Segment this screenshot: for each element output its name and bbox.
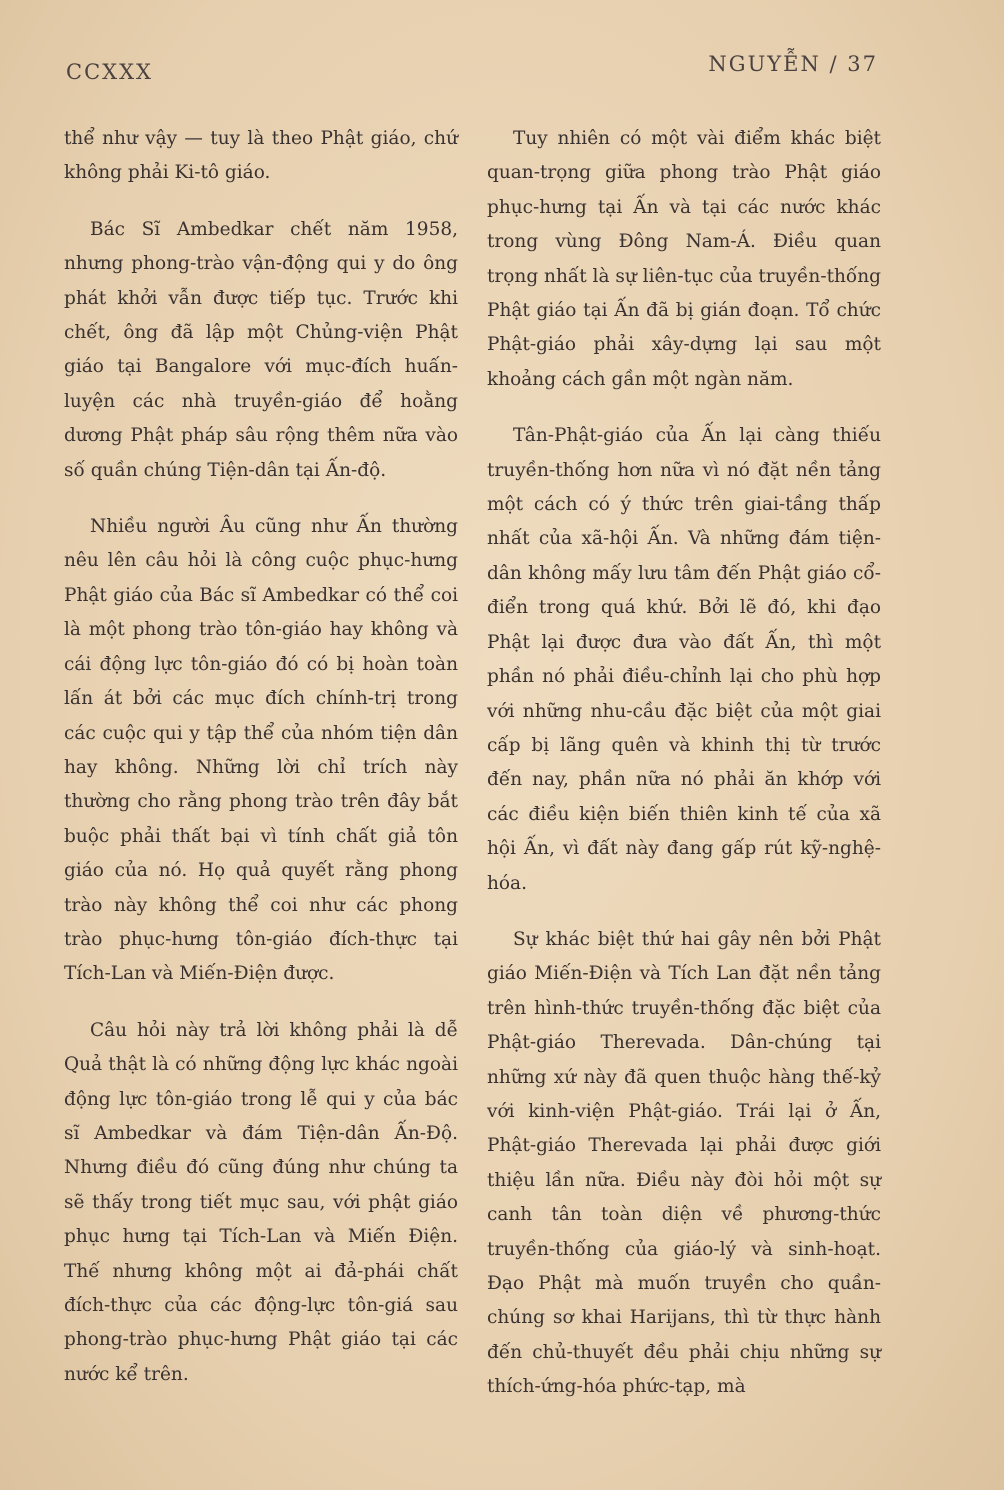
right-paragraph-2: Tân-Phật-giáo của Ấn lại càng thiếu truyền-thống hơn nữa vì nó đặt nền tảng một cách có ý thức trên giai-tầng thấp nhất của xã-hội Ấn. Và những đám tiện-dân không mấy lưu tâm đến Phật giáo cổ-điển trong quá khứ. Bởi lẽ đó, khi đạo Phật lại được đưa vào đất Ấn, thì một phần nó phải điều-chỉnh lại cho phù hợp với những nhu-cầu đặc biệt của một giai cấp bị lãng quên và khinh thị từ trước đến nay, phần nữa nó phải ăn khớp với các điều kiện biến thiên kinh tế của xã hội Ấn, vì đất này đang gấp rút kỹ-nghệ-hóa.	[487, 425, 881, 894]
left-paragraph-4: Câu hỏi này trả lời không phải là dễ Quả thật là có những động lực khác ngoài động lực tôn-giáo trong lễ qui y của bác sĩ Ambedkar và đám Tiện-dân Ấn-Độ. Nhưng điều đó cũng đúng như chúng ta sẽ thấy trong tiết mục sau, với phật giáo phục hưng tại Tích-Lan và Miến Điện. Thế nhưng không một ai đả-phái chất đích-thực của các động-lực tôn-giá sau phong-trào phục-hưng Phật giáo tại các nước kể trên.	[64, 1019, 458, 1385]
right-paragraph-1: Tuy nhiên có một vài điểm khác biệt quan-trọng giữa phong trào Phật giáo phục-hưng tại Ấn và tại các nước khác trong vùng Đông Nam-Á. Điều quan trọng nhất là sự liên-tục của truyền-thống Phật giáo tại Ấn đã bị gián đoạn. Tổ chức Phật-giáo phải xây-dựng lại sau một khoảng cách gần một ngàn năm.	[487, 128, 881, 390]
section-numeral: CCXXX	[66, 60, 153, 84]
right-column	[487, 122, 881, 1427]
left-column	[64, 122, 458, 1414]
left-paragraph-3: Nhiều người Âu cũng như Ấn thường nêu lên câu hỏi là công cuộc phục-hưng Phật giáo của Bác sĩ Ambedkar có thể coi là một phong trào tôn-giáo hay không và cái động lực tôn-giáo đó có bị hoàn toàn lấn át bởi các mục đích chính-trị trong các cuộc qui y tập thể của nhóm tiện dân hay không. Những lời chỉ trích này thường cho rằng phong trào trên đây bắt buộc phải thất bại vì tính chất giả tôn giáo của nó. Họ quả quyết rằng phong trào này không thể coi như các phong trào phục-hưng tôn-giáo đích-thực tại Tích-Lan và Miến-Điện được.	[64, 516, 458, 985]
running-head: NGUYỄN / 37	[708, 52, 878, 76]
left-paragraph-2: Bác Sĩ Ambedkar chết năm 1958, nhưng phong-trào vận-động qui y do ông phát khởi vẫn được tiếp tục. Trước khi chết, ông đã lập một Chủng-viện Phật giáo tại Bangalore với mục-đích huấn-luyện các nhà truyền-giáo để hoằng dương Phật pháp sâu rộng thêm nữa vào số quần chúng Tiện-dân tại Ấn-độ.	[64, 218, 458, 481]
left-paragraph-1: thể như vậy — tuy là theo Phật giáo, chứ không phải Ki-tô giáo.	[64, 128, 458, 184]
right-paragraph-3: Sự khác biệt thứ hai gây nên bởi Phật giáo Miến-Điện và Tích Lan đặt nền tảng trên hình-thức truyền-thống đặc biệt của Phật-giáo Therevada. Dân-chúng tại những xứ này đã quen thuộc hàng thế-kỷ với kinh-viện Phật-giáo. Trái lại ở Ấn, Phật-giáo Therevada lại phải được giới thiệu lần nữa. Điều này đòi hỏi một sự canh tân toàn diện về phương-thức truyền-thống của giáo-lý và sinh-hoạt. Đạo Phật mà muốn truyền cho quần-chúng sơ khai Harijans, thì từ thực hành đến chủ-thuyết đều phải chịu những sự thích-ứng-hóa phức-tạp, mà	[487, 928, 881, 1398]
